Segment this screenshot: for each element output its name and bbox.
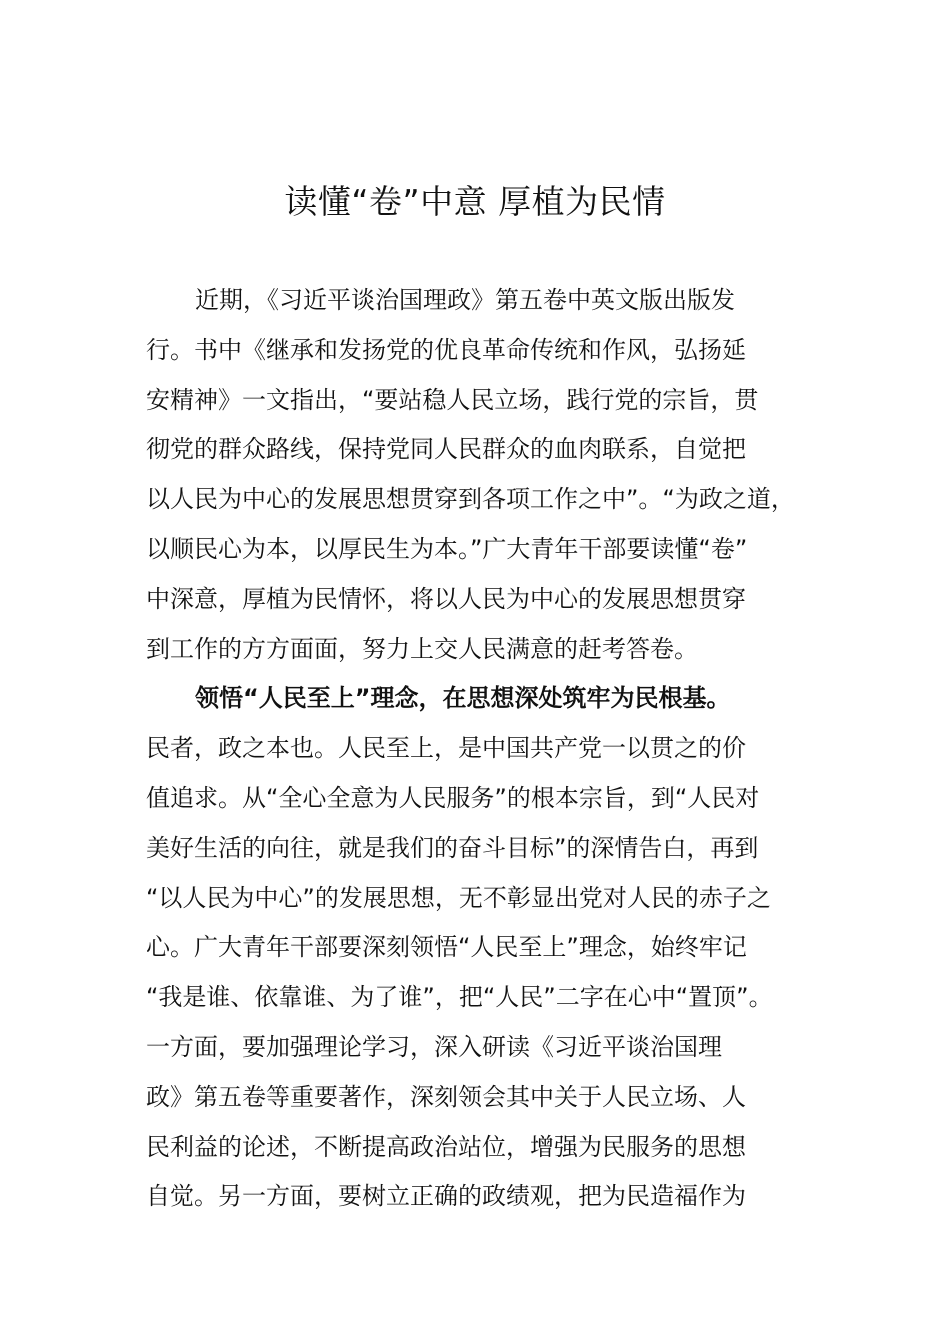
paragraph-line: 以顺民心为本，以厚民生为本。”广大青年干部要读懂“卷”: [146, 534, 748, 563]
paragraph-line: 值追求。从“全心全意为人民服务”的根本宗旨，到“人民对: [146, 783, 760, 812]
document-title: 读懂“卷”中意 厚植为民情: [284, 182, 666, 221]
paragraph-line: 行。书中《继承和发扬党的优良革命传统和作风，弘扬延: [146, 335, 746, 364]
paragraph-line: 一方面，要加强理论学习，深入研读《习近平谈治国理: [146, 1032, 722, 1061]
paragraph-line: 安精神》一文指出，“要站稳人民立场，践行党的宗旨，贯: [146, 385, 759, 414]
paragraph-line: 自觉。另一方面，要树立正确的政绩观，把为民造福作为: [146, 1182, 746, 1211]
paragraph-line: 政》第五卷等重要著作，深刻领会其中关于人民立场、人: [146, 1082, 746, 1111]
paragraph-line: 以人民为中心的发展思想贯穿到各项工作之中”。“为政之道，: [146, 485, 795, 514]
paragraph-line: 民利益的论述，不断提高政治站位，增强为民服务的思想: [146, 1132, 746, 1161]
paragraph-line: “以人民为中心”的发展思想，无不彰显出党对人民的赤子之: [146, 883, 771, 912]
paragraph-line: 心。广大青年干部要深刻领悟“人民至上”理念，始终牢记: [146, 933, 747, 962]
document-body: [146, 276, 846, 1222]
paragraph-line: 美好生活的向往，就是我们的奋斗目标”的深情告白，再到: [146, 833, 759, 862]
section-heading: 领悟“人民至上”理念，在思想深处筑牢为民根基。: [195, 684, 731, 713]
paragraph-line: 到工作的方方面面，努力上交人民满意的赶考答卷。: [146, 634, 698, 663]
paragraph-line: 彻党的群众路线，保持党同人民群众的血肉联系，自觉把: [146, 435, 746, 464]
paragraph-line: 中深意，厚植为民情怀，将以人民为中心的发展思想贯穿: [146, 584, 746, 613]
paragraph-line: “我是谁、依靠谁、为了谁”，把“人民”二字在心中“置顶”。: [146, 983, 773, 1012]
paragraph-line: 民者，政之本也。人民至上，是中国共产党一以贯之的价: [146, 734, 746, 763]
paragraph-line: 近期，《习近平谈治国理政》第五卷中英文版出版发: [195, 286, 735, 314]
